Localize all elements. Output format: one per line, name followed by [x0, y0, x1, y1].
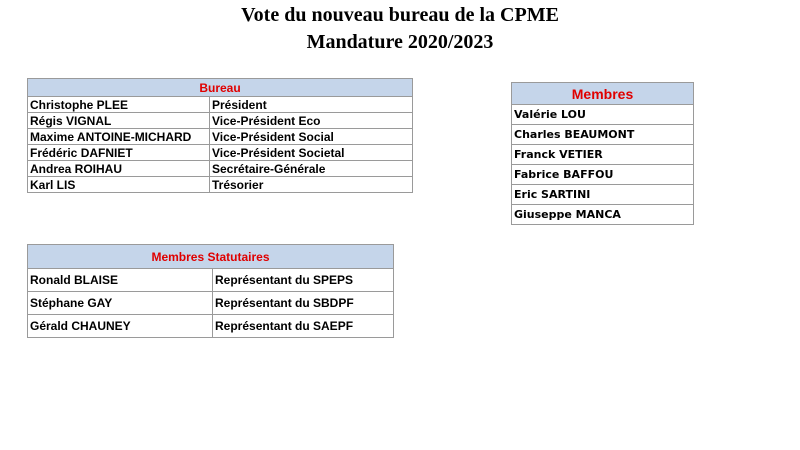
table-row: [28, 129, 413, 145]
table-row: [512, 105, 694, 125]
table-row: [28, 97, 413, 113]
page-title: Vote du nouveau bureau de la CPME: [241, 4, 559, 26]
membre-name: Charles BEAUMONT: [512, 125, 694, 145]
statutaire-name: Ronald BLAISE: [28, 269, 213, 292]
membres-header: Membres: [512, 83, 694, 105]
bureau-role: Vice-Président Societal: [210, 145, 413, 161]
table-row: [28, 269, 394, 292]
table-row: [512, 205, 694, 225]
table-row: [512, 145, 694, 165]
bureau-name: Maxime ANTOINE-MICHARD: [28, 129, 210, 145]
page-subtitle: Mandature 2020/2023: [306, 31, 494, 53]
membre-name: Franck VETIER: [512, 145, 694, 165]
table-row: [28, 161, 413, 177]
membre-name: Giuseppe MANCA: [512, 205, 694, 225]
bureau-name: Christophe PLEE: [28, 97, 210, 113]
table-row: [28, 145, 413, 161]
membre-name: Eric SARTINI: [512, 185, 694, 205]
bureau-name: Frédéric DAFNIET: [28, 145, 210, 161]
membre-name: Valérie LOU: [512, 105, 694, 125]
bureau-name: Régis VIGNAL: [28, 113, 210, 129]
bureau-role: Secrétaire-Générale: [210, 161, 413, 177]
bureau-role: Vice-Président Social: [210, 129, 413, 145]
membres-table: [511, 82, 694, 225]
statutaire-role: Représentant du SPEPS: [213, 269, 394, 292]
table-row: [28, 177, 413, 193]
statutaire-name: Stéphane GAY: [28, 292, 213, 315]
table-row: [512, 125, 694, 145]
table-row: [28, 113, 413, 129]
table-row: [28, 292, 394, 315]
statutaires-table: [27, 244, 394, 338]
table-row: [512, 165, 694, 185]
statutaire-role: Représentant du SAEPF: [213, 315, 394, 338]
bureau-role: Président: [210, 97, 413, 113]
bureau-role: Vice-Président Eco: [210, 113, 413, 129]
statutaires-header: Membres Statutaires: [28, 245, 394, 269]
bureau-name: Karl LIS: [28, 177, 210, 193]
bureau-role: Trésorier: [210, 177, 413, 193]
statutaire-role: Représentant du SBDPF: [213, 292, 394, 315]
bureau-name: Andrea ROIHAU: [28, 161, 210, 177]
statutaire-name: Gérald CHAUNEY: [28, 315, 213, 338]
table-row: [28, 315, 394, 338]
bureau-table: [27, 78, 413, 193]
bureau-header: Bureau: [28, 79, 413, 97]
membre-name: Fabrice BAFFOU: [512, 165, 694, 185]
table-row: [512, 185, 694, 205]
